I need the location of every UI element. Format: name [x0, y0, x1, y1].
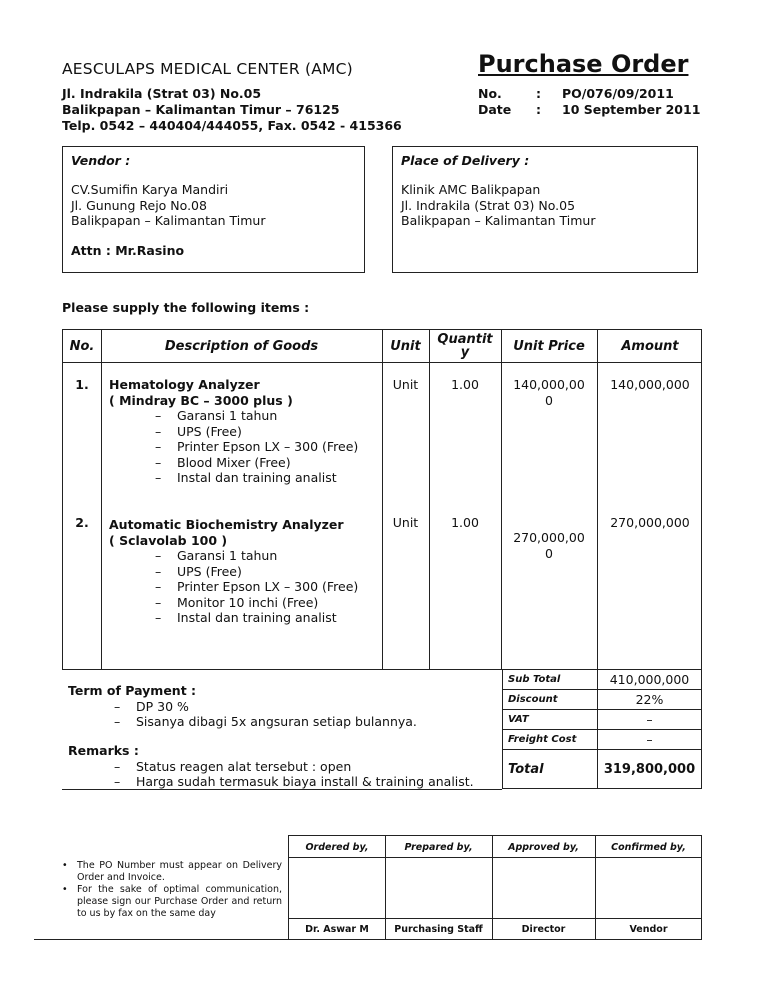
item2-feature-text: UPS (Free) [177, 563, 242, 579]
item2-feature [109, 548, 379, 564]
item1-feature [109, 408, 379, 424]
col-header-unit-price: Unit Price [513, 338, 585, 354]
item2-amount: 270,000,000 [610, 515, 690, 530]
confirmed-by-name: Vendor [629, 923, 668, 935]
delivery-box [392, 146, 698, 273]
item1-feature-text: Blood Mixer (Free) [177, 454, 291, 470]
item2-description [109, 517, 379, 626]
discount-label: Discount [503, 690, 598, 709]
items-table [62, 329, 702, 670]
item2-model: ( Sclavolab 100 ) [109, 532, 228, 548]
col-header-unit: Unit [390, 338, 421, 354]
item1-feature-text: Instal dan training analist [177, 470, 337, 485]
item1-feature [109, 455, 379, 471]
po-number-colon: : [536, 86, 541, 101]
item1-unit-price-line1: 140,000,00 [513, 377, 585, 392]
discount-row [502, 690, 702, 710]
col-header-no: No. [69, 338, 95, 354]
col-header-quantity [429, 330, 501, 362]
col-header-description: Description of Goods [164, 338, 319, 354]
document-title: Purchase Order [478, 50, 689, 78]
vendor-line1: CV.Sumifin Karya Mandiri [71, 182, 229, 197]
item1-qty: 1.00 [451, 377, 479, 392]
discount-value: 22% [635, 692, 664, 707]
item2-unit-price-line1: 270,000,00 [513, 530, 585, 545]
vendor-line3: Balikpapan – Kalimantan Timur [71, 213, 266, 228]
remarks-item-text: Status reagen alat tersebut : open [136, 758, 352, 774]
item2-feature [109, 595, 379, 611]
signature-table [288, 835, 702, 940]
payment-item-text: Sisanya dibagi 5x angsuran setiap bulannya. [136, 714, 417, 729]
item2-unit-price [501, 530, 597, 561]
footer-divider [34, 939, 702, 940]
vendor-line2: Jl. Gunung Rejo No.08 [71, 197, 207, 213]
note-item: • The PO Number must appear on Delivery Order and Invoice. [62, 860, 282, 884]
po-number-row [478, 86, 674, 102]
prepared-by-name: Purchasing Staff [394, 923, 483, 935]
item2-feature-text: Monitor 10 inchi (Free) [177, 594, 319, 610]
remarks-title: Remarks : [68, 743, 139, 758]
section-divider [62, 789, 502, 790]
ordered-by-name: Dr. Aswar M [305, 923, 369, 935]
ordered-by-label: Ordered by, [305, 841, 369, 853]
approved-by-label: Approved by, [508, 841, 579, 853]
item1-feature-text: UPS (Free) [177, 423, 242, 439]
item2-feature-text: Instal dan training analist [177, 610, 337, 625]
item2-unit-price-line2: 0 [545, 545, 553, 561]
col-header-quantity-line2: y [460, 345, 470, 360]
freight-value: – [646, 732, 653, 747]
item1-feature [109, 470, 379, 486]
prepared-by-label: Prepared by, [404, 841, 473, 853]
vendor-attn: Attn : Mr.Rasino [71, 242, 185, 258]
supply-instruction: Please supply the following items : [62, 300, 310, 315]
company-name: AESCULAPS MEDICAL CENTER (AMC) [62, 60, 353, 78]
item1-unit: Unit [392, 377, 419, 392]
vat-row [502, 710, 702, 730]
item1-amount: 140,000,000 [610, 377, 690, 392]
item1-name: Hematology Analyzer [109, 377, 260, 392]
item1-no: 1. [75, 377, 89, 392]
payment-item [68, 699, 417, 715]
remarks-item-text: Harga sudah termasuk biaya install & training analist. [136, 774, 474, 789]
po-number-label: No. [478, 86, 502, 101]
company-address-line3: Telp. 0542 – 440404/444055, Fax. 0542 - 415366 [62, 118, 402, 133]
payment-terms [68, 683, 417, 730]
company-address-line1: Jl. Indrakila (Strat 03) No.05 [62, 86, 262, 101]
item2-qty: 1.00 [451, 515, 479, 530]
item2-unit: Unit [392, 515, 419, 530]
subtotal-row [502, 670, 702, 690]
total-row [502, 750, 702, 789]
approved-by-name: Director [521, 923, 566, 935]
vat-label: VAT [503, 710, 598, 729]
delivery-line2: Jl. Indrakila (Strat 03) No.05 [401, 197, 576, 213]
po-number-value: PO/076/09/2011 [562, 86, 674, 101]
item2-feature [109, 610, 379, 626]
item1-feature [109, 439, 379, 455]
subtotal-value: 410,000,000 [609, 672, 690, 687]
item1-description [109, 377, 379, 486]
item1-unit-price [501, 377, 597, 408]
po-date-colon: : [536, 102, 541, 117]
item2-feature-text: Printer Epson LX – 300 (Free) [177, 579, 359, 594]
notes-list [62, 860, 282, 920]
item1-feature-text: Garansi 1 tahun [177, 408, 278, 423]
item1-feature-text: Printer Epson LX – 300 (Free) [177, 439, 359, 454]
note-item: • For the sake of optimal communication, please sign our Purchase Order and return to us by fax on the same day [62, 884, 282, 920]
item2-feature [109, 579, 379, 595]
total-label: Total [503, 750, 598, 788]
delivery-line3: Balikpapan – Kalimantan Timur [401, 213, 596, 228]
po-date-value: 10 September 2011 [562, 102, 701, 117]
vendor-title: Vendor : [71, 153, 131, 168]
freight-row [502, 730, 702, 750]
remarks-item [68, 774, 474, 790]
col-divider [101, 330, 102, 669]
po-date-label: Date [478, 102, 512, 117]
col-header-quantity-line1: Quantit [437, 332, 493, 347]
header-divider [63, 362, 701, 363]
po-date-row [478, 102, 700, 118]
item2-feature [109, 564, 379, 580]
vat-value: – [646, 712, 653, 727]
delivery-title: Place of Delivery : [401, 153, 530, 168]
payment-title: Term of Payment : [68, 683, 197, 698]
vendor-box [62, 146, 365, 273]
item2-feature-text: Garansi 1 tahun [177, 548, 278, 563]
freight-label: Freight Cost [503, 730, 598, 749]
total-value: 319,800,000 [603, 761, 696, 777]
confirmed-by-label: Confirmed by, [611, 841, 686, 853]
delivery-line1: Klinik AMC Balikpapan [401, 182, 541, 197]
company-address-line2: Balikpapan – Kalimantan Timur – 76125 [62, 102, 340, 117]
payment-item [68, 714, 417, 730]
item1-model: ( Mindray BC – 3000 plus ) [109, 392, 293, 408]
remarks [68, 743, 474, 790]
item1-unit-price-line2: 0 [545, 392, 553, 408]
payment-item-text: DP 30 % [136, 698, 189, 714]
item1-feature [109, 424, 379, 440]
item2-name: Automatic Biochemistry Analyzer [109, 517, 344, 532]
item2-no: 2. [75, 515, 89, 530]
subtotal-label: Sub Total [503, 670, 598, 689]
remarks-item [68, 759, 474, 775]
col-header-amount: Amount [621, 338, 679, 354]
